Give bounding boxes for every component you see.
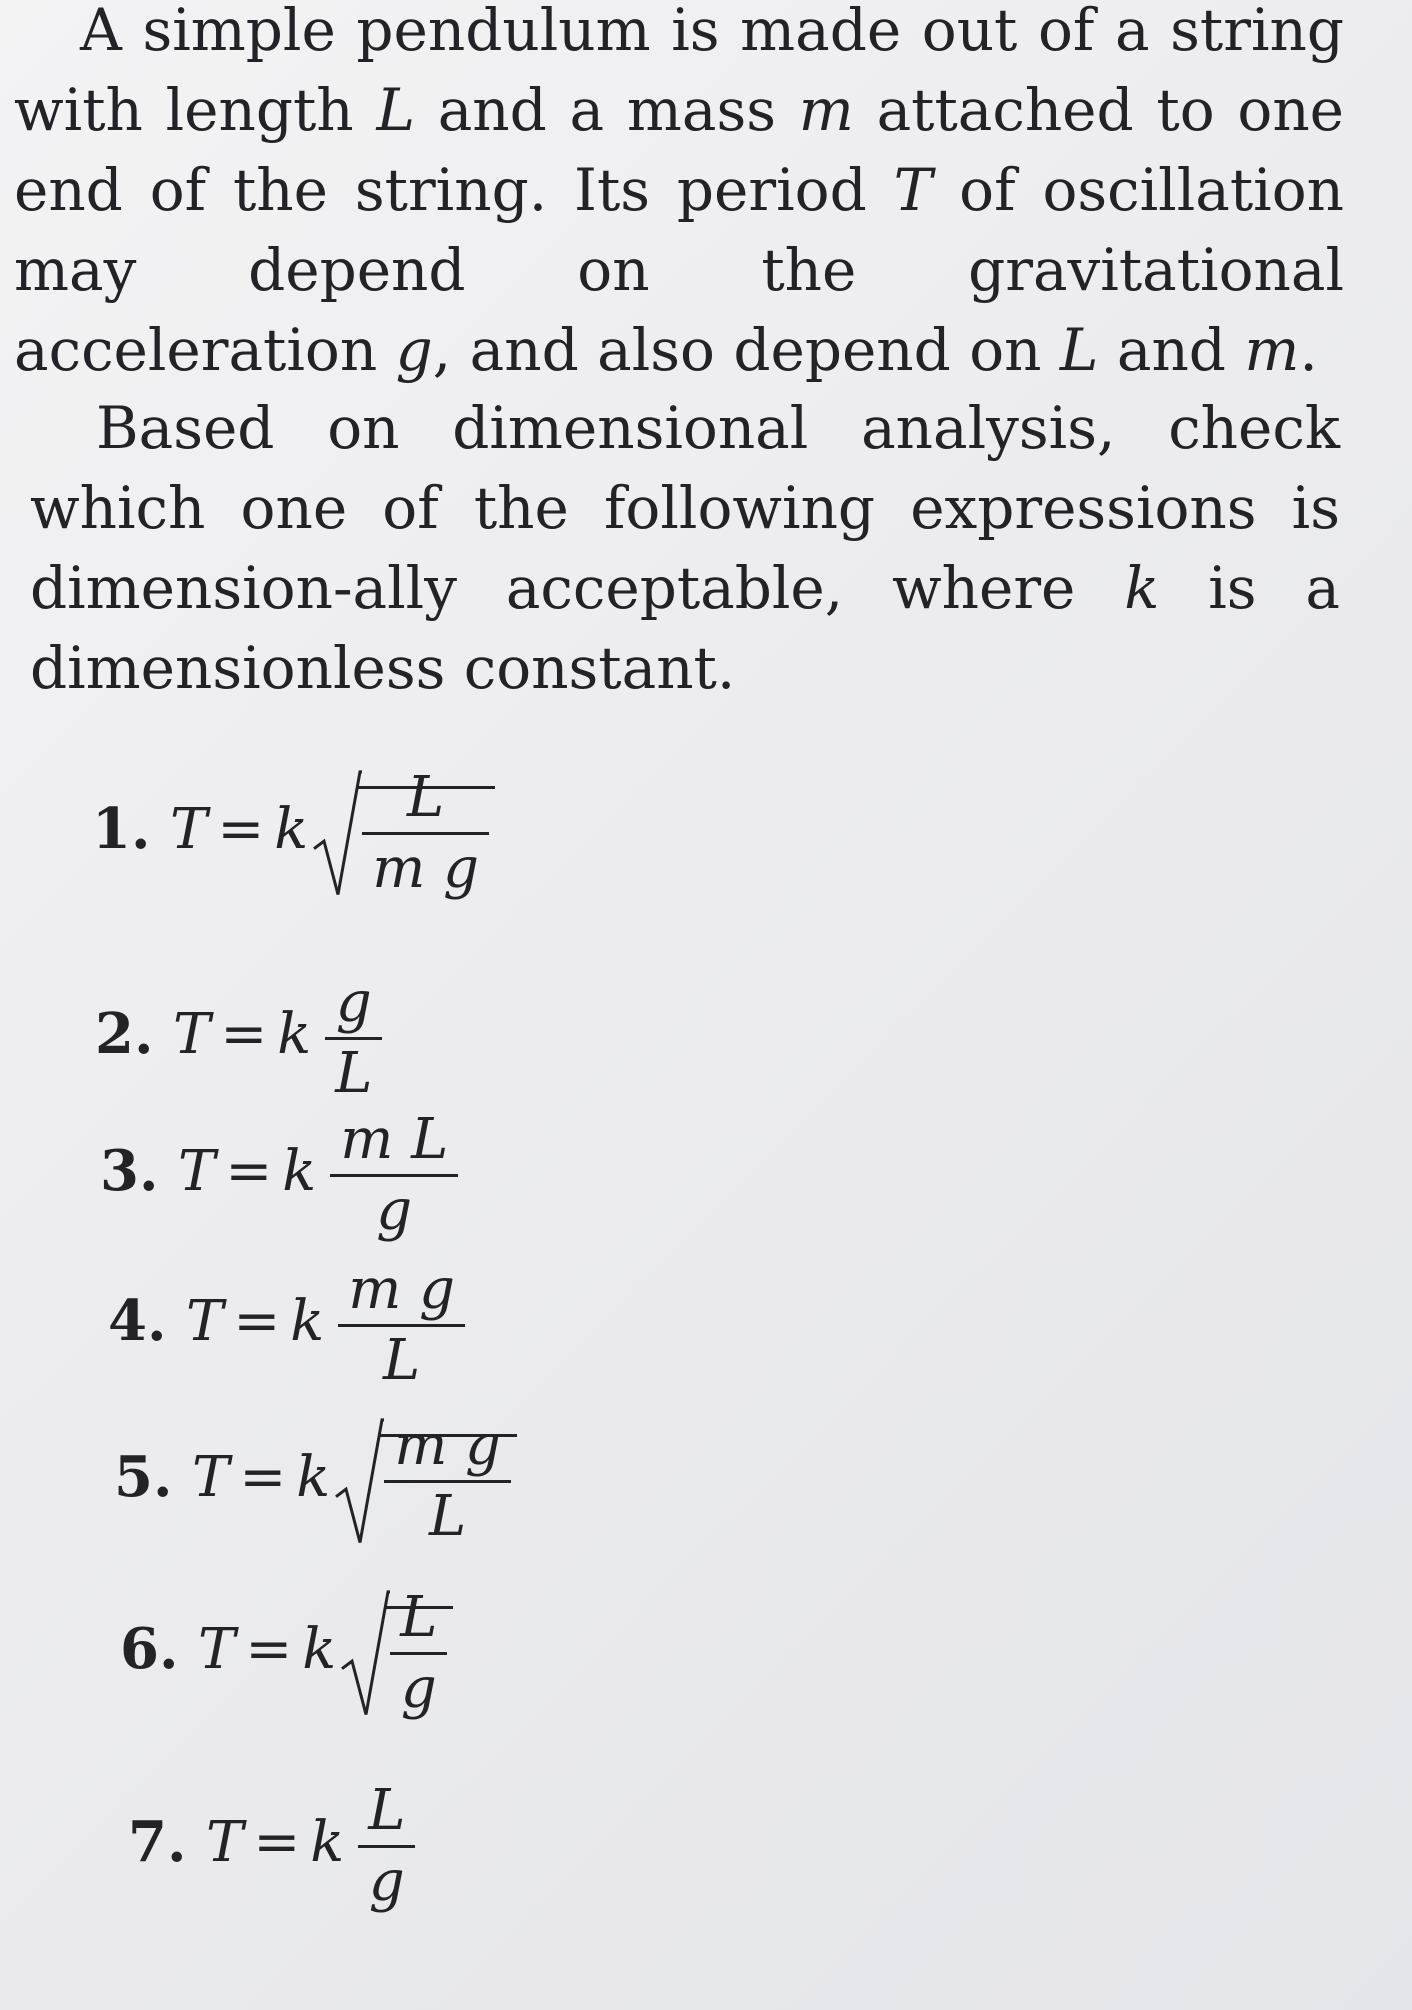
equals-sign: = [233,1289,281,1354]
option-number: 7. [128,1809,206,1875]
equals-sign: = [217,797,265,862]
option-number: 4. [108,1288,186,1354]
fraction-bar [338,1324,465,1327]
numerator: L [368,1778,406,1843]
period-symbol: T [177,1139,216,1204]
option-number: 2. [95,1001,173,1067]
fraction [338,1257,465,1393]
denominator: g [400,1656,437,1721]
square-root [312,765,495,901]
option-6 [120,1585,453,1721]
numerator: g [335,970,372,1035]
problem-paragraph-1 [14,0,1344,390]
numerator: m g [394,1413,501,1478]
equals-sign: = [245,1617,293,1682]
option-1 [92,765,495,901]
numerator: L [406,765,445,830]
fraction-bar [384,1480,511,1483]
equals-sign: = [253,1810,301,1875]
fraction-bar [362,832,489,835]
equals-sign: = [239,1445,287,1510]
fraction [384,1413,511,1549]
radical-sign-icon [340,1590,390,1717]
radicand [386,1585,453,1721]
math-variable: k [1124,554,1160,622]
math-variable: m [1244,316,1300,384]
option-number: 3. [100,1138,178,1204]
text-run: , and also depend on [432,316,1060,384]
radical-sign-icon [312,770,362,897]
radical-sign-icon [334,1418,384,1545]
option-3 [100,1107,458,1243]
math-variable: L [376,76,415,144]
period-symbol: T [205,1810,244,1875]
square-root [334,1413,517,1549]
constant-k: k [274,797,309,862]
constant-k: k [302,1617,337,1682]
constant-k: k [310,1810,345,1875]
period-symbol: T [185,1289,224,1354]
option-number: 6. [120,1616,198,1682]
text-run: . [1299,316,1318,384]
math-variable: T [893,156,933,224]
text-run: is a dimensionless constant. [30,554,1340,702]
denominator: g [368,1849,405,1914]
constant-k: k [282,1139,317,1204]
fraction [330,1107,458,1243]
denominator: L [382,1328,421,1393]
period-symbol: T [172,1002,211,1067]
period-symbol: T [169,797,208,862]
numerator: m L [340,1107,449,1172]
square-root [340,1585,453,1721]
numerator: m g [348,1257,455,1322]
period-symbol: T [197,1617,236,1682]
denominator: L [428,1484,467,1549]
text-run: of oscillation may depend on the gravitational acceleration [14,156,1344,384]
text-run: attached to one end of the string. Its period [14,76,1345,224]
fraction [358,1778,415,1914]
text-run: and [1098,316,1245,384]
option-5 [114,1413,517,1549]
fraction-bar [325,1037,382,1040]
text-run: and a mass [414,76,799,144]
option-2 [95,970,382,1106]
fraction [390,1585,447,1721]
radicand [380,1413,517,1549]
fraction [362,765,489,901]
fraction [325,970,382,1106]
equals-sign: = [225,1139,273,1204]
math-variable: m [798,76,854,144]
problem-paragraph-2 [30,388,1340,708]
period-symbol: T [191,1445,230,1510]
text-run: A simple pendulum is made out of a string with length [14,0,1344,144]
option-4 [108,1257,465,1393]
text-run: Based on dimensional analysis, check which one of the following expressions is dimension-ally acceptable, where [30,394,1340,622]
option-number: 5. [114,1444,192,1510]
option-7 [128,1778,415,1914]
denominator: g [376,1178,413,1243]
option-number: 1. [92,796,170,862]
constant-k: k [277,1002,312,1067]
math-variable: L [1059,316,1099,384]
constant-k: k [296,1445,331,1510]
math-variable: g [395,316,433,384]
numerator: L [400,1585,438,1650]
constant-k: k [290,1289,325,1354]
fraction-bar [358,1845,415,1848]
denominator: L [335,1041,373,1106]
fraction-bar [390,1652,447,1655]
radicand [358,765,495,901]
denominator: m g [372,836,479,901]
fraction-bar [330,1174,458,1177]
equals-sign: = [220,1002,268,1067]
